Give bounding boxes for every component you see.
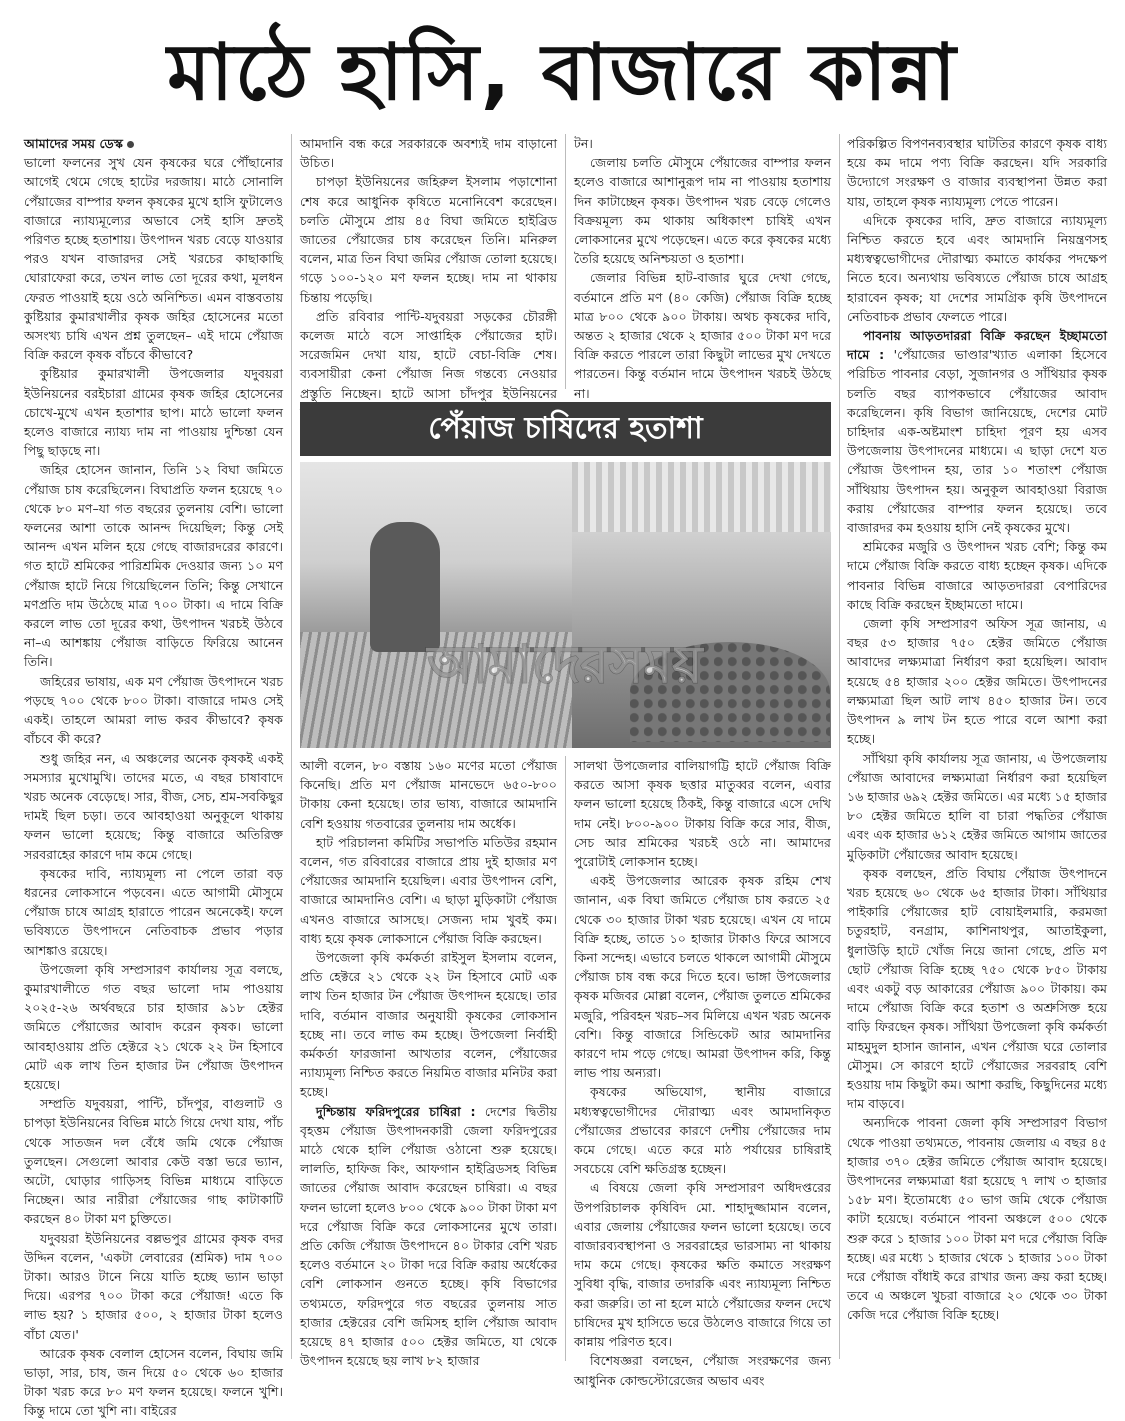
paragraph: উপজেলা কৃষি কর্মকর্তা রাইসুল ইসলাম বলেন, প্রতি হেক্টরে ২১ থেকে ২২ টন হিসাবে মোট এক লাখ তিন হাজার টন পেঁয়াজ উৎপাদন হয়েছে। তার দাবি, বর্তমান বাজার অনুযায়ী কৃষকের লোকসান হচ্ছে না। তবে লাভ কম হচ্ছে। উপজেলা নির্বাহী কর্মকর্তা ফারজানা আখতার বলেন, পেঁয়াজের ন্যায্যমূল্য নিশ্চিত করতে নিয়মিত বাজার মনিটর করা হচ্ছে।	[300, 950, 557, 1100]
subhead: পাবনায় আড়তদাররা বিক্রি করছেন ইচ্ছামতো দামে :	[847, 328, 1107, 363]
paragraph: সাঁথিয়া কৃষি কার্যালয় সূত্র জানায়, এ উপজেলায় পেঁয়াজ আবাদের লক্ষ্যমাত্রা নির্ধারণ করা হয়েছিল ১৬ হাজার ৬৯২ হেক্টর জমিতে। এর মধ্যে ১৫ হাজার ৮০ হেক্টর জমিতে হালি বা চারা পদ্ধতির পেঁয়াজ এবং এক হাজার ৬১২ হেক্টর জমিতে আগাম জাতের মুড়িকাটা পেঁয়াজের আবাদ হয়েছে।	[847, 750, 1107, 862]
subhead: দুশ্চিন্তায় ফরিদপুরের চাষিরা :	[316, 1103, 476, 1119]
paragraph: ভালো ফলনের সুখ যেন কৃষকের ঘরে পৌঁছানোর আগেই থেমে গেছে হাটের দরজায়। মাঠে সোনালি পেঁয়াজের বাম্পার ফলন কৃষকের মুখে হাসি ফুটালেও বাজারে ন্যায্যমূল্যের অভাবে সেই হাসি দ্রুতই পরিণত হচ্ছে হতাশায়। উৎপাদন খরচ বেড়ে যাওয়ার পরও যখন বাজারদর সেই খরচের কাছাকাছি ঘোরাফেরা করে, তখন লাভ তো দূরের কথা, মূলধন ফেরত পাওয়াই হয়ে ওঠে অনিশ্চিত। এমন বাস্তবতায় কুষ্টিয়ার কুমারখালীর কৃষক জহির হোসেনের মতো অসংখ্য চাষি এখন প্রশ্ন তুলছেন– এই দামে পেঁয়াজ বিক্রি করলে কৃষক বাঁচবে কীভাবে?	[24, 155, 283, 363]
byline	[24, 136, 134, 151]
paragraph: হাট পরিচালনা কমিটির সভাপতি মতিউর রহমান বলেন, গত রবিবারের বাজারে প্রায় দুই হাজার মণ পেঁয়াজের আমদানি হয়েছিল। এবার উৎপাদন বেশি, বাজারে আমদানিও বেশি। এ ছাড়া মুড়িকাটা পেঁয়াজ এখনও বাজারে আসছে। সেজন্য দাম খুবই কম। বাধ্য হয়ে কৃষক লোকসানে পেঁয়াজ বিক্রি করছেন।	[300, 834, 557, 946]
headline: মাঠে হাসি, বাজারে কান্না	[167, 28, 958, 118]
column-2-bottom	[300, 756, 557, 1369]
photo-farmer	[370, 522, 440, 652]
section-banner: পেঁয়াজ চাষিদের হতাশা	[300, 402, 831, 456]
paragraph: সালথা উপজেলার বালিয়াগট্টি হাটে পেঁয়াজ বিক্রি করতে আসা কৃষক ছত্তার মাতুব্বর বলেন, এবার ফলন ভালো হয়েছে ঠিকই, কিন্তু বাজারে এসে দেখি দাম নেই। ৮০০-৯০০ টাকায় বিক্রি করে সার, বীজ, সেচ আর শ্রমিকের খরচই ওঠে না। আমাদের পুরোটাই লোকসান হচ্ছে।	[574, 758, 831, 870]
paragraph: আরেক কৃষক বেলাল হোসেন বলেন, বিঘায় জমি ভাড়া, সার, চাষ, জন দিয়ে ৫০ থেকে ৬০ হাজার টাকা খরচ করে ৮০ মণ ফলন হয়েছে। ফলনে খুশি। কিন্তু দামে তো খুশি না। বাইরের	[24, 1345, 283, 1419]
paragraph: একই উপজেলার আরেক কৃষক রহিম শেখ জানান, এক বিঘা জমিতে পেঁয়াজ চাষ করতে ২৫ থেকে ৩০ হাজার টাকা খরচ হয়েছে। এখন যে দামে বিক্রি হচ্ছে, তাতে ১০ হাজার টাকাও ফিরে আসবে কিনা সন্দেহ। এভাবে চলতে থাকলে আগামী মৌসুমে পেঁয়াজ চাষ বন্ধ করে দিতে হবে। ভাঙ্গা উপজেলার কৃষক মজিবর মোল্লা বলেন, পেঁয়াজ তুলতে শ্রমিকের মজুরি, পরিবহন খরচ–সব মিলিয়ে এখন খরচ অনেক বেশি। কিন্তু বাজারে সিন্ডিকেট আর আমদানির কারণে দাম পড়ে গেছে। আমরা উৎপাদন করি, কিন্তু লাভ পায় অন্যরা।	[574, 873, 831, 1081]
paragraph: চাপড়া ইউনিয়নের জহিরুল ইসলাম পড়াশোনা শেষ করে আধুনিক কৃষিতে মনোনিবেশ করেছেন। চলতি মৌসুমে প্রায় ৪৫ বিঘা জমিতে হাইব্রিড জাতের পেঁয়াজের চাষ করেছেন তিনি। মনিরুল বলেন, মাত্র তিন বিঘা জমির পেঁয়াজ তোলা হয়েছে। গড়ে ১০০-১২০ মণ ফলন হচ্ছে। দাম না থাকায় চিন্তায় পড়েছি।	[300, 174, 557, 305]
paragraph: এদিকে কৃষকের দাবি, দ্রুত বাজারে ন্যায্যমূল্য নিশ্চিত করতে হবে এবং আমদানি নিয়ন্ত্রণসহ মধ্যস্বত্বভোগীদের দৌরাত্ম্য কমাতে কার্যকর পদক্ষেপ নিতে হবে। অন্যথায় ভবিষ্যতে পেঁয়াজ চাষে আগ্রহ হারাবেন কৃষক; যা দেশের সামগ্রিক কৃষি উৎপাদনে নেতিবাচক প্রভাব ফেলতে পারে।	[847, 212, 1107, 324]
paragraph: জেলা কৃষি সম্প্রসারণ অফিস সূত্র জানায়, এ বছর ৫৩ হাজার ৭৫০ হেক্টর জমিতে পেঁয়াজ আবাদের লক্ষ্যমাত্রা নির্ধারণ করা হয়েছিল। আবাদ হয়েছে ৫৪ হাজার ২০০ হেক্টর জমিতে। উৎপাদনের লক্ষ্যমাত্রা ছিল আট লাখ ৪৫০ হাজার টন। তবে উৎপাদন ৯ লাখ টন হতে পারে বলে আশা করা হচ্ছে।	[847, 616, 1107, 747]
column-divider	[839, 134, 840, 1359]
column-2-top	[300, 134, 557, 401]
paragraph: টন।	[574, 136, 593, 151]
paragraph: প্রতি রবিবার পান্টি-যদুবয়রা সড়কের চৌরঙ্গী কলেজ মাঠে বসে সাপ্তাহিক পেঁয়াজের হাট। সরেজমিন দেখা যায়, হাটে বেচা-বিক্রি শেষ। ব্যবসায়ীরা কেনা পেঁয়াজ নিজ গন্তব্যে নেওয়ার প্রস্তুতি নিচ্ছেন। হাটে আসা চাঁদপুর ইউনিয়নের	[300, 308, 557, 401]
paragraph: আমদানি বন্ধ করে সরকারকে অবশ্যই দাম বাড়ানো উচিত।	[300, 136, 557, 171]
paragraph: জেলার বিভিন্ন হাট-বাজার ঘুরে দেখা গেছে, বর্তমানে প্রতি মণ (৪০ কেজি) পেঁয়াজ বিক্রি হচ্ছে মাত্র ৮০০ থেকে ৯০০ টাকায়। অথচ কৃষকের দাবি, অন্তত ২ হাজার থেকে ২ হাজার ৫০০ টাকা মণ দরে বিক্রি করতে পারলে তারা কিছুটা লাভের মুখ দেখতে পারতেন। কিন্তু বর্তমান দামে উৎপাদন খরচই উঠছে না।	[574, 270, 831, 401]
paragraph: কৃষকের দাবি, ন্যায্যমূল্য না পেলে তারা বড় ধরনের লোকসানে পড়বেন। এতে আগামী মৌসুমে পেঁয়াজ চাষে আগ্রহ হারাতে পারেন অনেকেই। ফলে ভবিষ্যতে উৎপাদনে নেতিবাচক প্রভাব পড়ার আশঙ্কাও রয়েছে।	[24, 865, 283, 958]
paragraph: যদুবয়রা ইউনিয়নের বল্লভপুর গ্রামের কৃষক বদর উদ্দিন বলেন, 'একটা লেবারের (শ্রমিক) দাম ৭০০ টাকা। আরও টানে নিয়ে যাতি হচ্ছে ভ্যান ভাড়া দিয়ে। এরপর ৭০০ টাকা করে পেঁয়াজ! এতে কি লাভ হয়? ১ হাজার ৫০০, ২ হাজার টাকা হলেও বাঁচা যেত।'	[24, 1230, 283, 1342]
byline-paragraph	[24, 134, 283, 153]
news-photo	[300, 462, 831, 748]
byline-text: আমাদের সময় ডেস্ক	[24, 136, 123, 151]
column-1	[24, 134, 283, 1419]
paragraph: শুধু জহির নন, এ অঞ্চলের অনেক কৃষকই একই সমস্যার মুখোমুখি। তাদের মতে, এ বছর চাষাবাদে খরচ অনেক বেড়েছে। সার, বীজ, সেচ, শ্রম-সবকিছুর দামই ছিল চড়া। তবে আবহাওয়া অনুকূলে থাকায় ফলন ভালো হয়েছে; কিন্তু বাজারে অতিরিক্ত সরবরাহের কারণে দাম কমে গেছে।	[24, 750, 283, 862]
column-3-bottom	[574, 756, 831, 1388]
column-3-top	[574, 134, 831, 401]
paragraph: শ্রমিকের মজুরি ও উৎপাদন খরচ বেশি; কিন্তু কম দামে পেঁয়াজ বিক্রি করতে বাধ্য হচ্ছেন কৃষক। এদিকে পাবনার বিভিন্ন বাজারে আড়তদাররা বেপারিদের কাছে বিক্রি করছেন ইচ্ছামতো দামে।	[847, 539, 1107, 612]
paragraph: কৃষকের অভিযোগ, স্থানীয় বাজারে মধ্যস্বত্বভোগীদের দৌরাত্ম্য এবং আমদানিকৃত পেঁয়াজের প্রভাবের কারণে দেশীয় পেঁয়াজের দাম কমে গেছে। এতে করে মাঠ পর্যায়ের চাষিরাই সবচেয়ে বেশি ক্ষতিগ্রস্ত হচ্ছেন।	[574, 1084, 831, 1177]
paragraph: বিশেষজ্ঞরা বলছেন, পেঁয়াজ সংরক্ষণের জন্য আধুনিক কোল্ডস্টোরেজের অভাব এবং	[574, 1353, 831, 1388]
column-divider	[565, 756, 566, 1361]
paragraph: জেলায় চলতি মৌসুমে পেঁয়াজের বাম্পার ফলন হলেও বাজারে আশানুরূপ দাম না পাওয়ায় হতাশায় দিন কাটাচ্ছেন কৃষক। উৎপাদন খরচ বেড়ে গেলেও বিক্রয়মূল্য কম থাকায় অধিকাংশ চাষিই এখন লোকসানের মুখে পড়েছেন। এতে করে কৃষকের মধ্যে তৈরি হয়েছে অনিশ্চয়তা ও হতাশা।	[574, 155, 831, 267]
subhead-paragraph	[847, 326, 1107, 537]
paragraph: কুষ্টিয়ার কুমারখালী উপজেলার যদুবয়রা ইউনিয়নের বরইচারা গ্রামের কৃষক জহির হোসেনের চোখে-মুখে এখন হতাশার ছাপ। মাঠে ভালো ফলন হলেও বাজারে ন্যায্য দাম না পাওয়ায় দুশ্চিন্তা যেন পিছু ছাড়ছে না।	[24, 366, 283, 459]
column-4	[847, 134, 1107, 1366]
column-divider	[565, 134, 566, 389]
paragraph: কৃষক বলছেন, প্রতি বিঘায় পেঁয়াজ উৎপাদনে খরচ হয়েছে ৬০ থেকে ৬৫ হাজার টাকা। সাঁথিয়ার পাইকারি পেঁয়াজের হাট বোয়াইলমারি, করমজা চতুরহাট, বনগ্রাম, কাশিনাথপুর, আতাইকুলা, ধুলাউড়ি হাটে খোঁজ নিয়ে জানা গেছে, প্রতি মণ ছোট পেঁয়াজ বিক্রি হচ্ছে ৭৫০ থেকে ৮৫০ টাকায় এবং একটু বড় আকারের পেঁয়াজ ৯০০ টাকায়। কম দামে পেঁয়াজ বিক্রি করে হতাশ ও অশ্রুসিক্ত হয়ে বাড়ি ফিরছেন কৃষক। সাঁথিয়া উপজেলা কৃষি কর্মকর্তা মাহমুদুল হাসান জানান, এখন পেঁয়াজ ঘরে তোলার মৌসুম। সে কারণে হাটে পেঁয়াজের সরবরাহ বেশি হওয়ায় দাম কিছুটা কম। আশা করছি, কিছুদিনের মধ্যে দাম বাড়বে।	[847, 865, 1107, 1112]
paragraph: সম্প্রতি যদুবয়রা, পান্টি, চাঁদপুর, বাগুলাট ও চাপড়া ইউনিয়নের বিভিন্ন মাঠে গিয়ে দেখা যায়, পাঁচ থেকে সাতজন দল বেঁধে জমি থেকে পেঁয়াজ তুলছেন। সেগুলো আবার কেউ বস্তা ভরে ভ্যান, অটো, ঘোড়ার গাড়িসহ বিভিন্ন মাধ্যমে বাড়িতে নিচ্ছেন। আর নারীরা পেঁয়াজের গাছ কাটাকাটি করছেন ৪০ টাকা মণ চুক্তিতে।	[24, 1096, 283, 1227]
paragraph: উপজেলা কৃষি সম্প্রসারণ কার্যালয় সূত্র বলছে, কুমারখালীতে গত বছর ভালো দাম পাওয়ায় ২০২৫-২৬ অর্থবছরে চার হাজার ৯১৮ হেক্টর জমিতে পেঁয়াজের আবাদ করেন কৃষক। ভালো আবহাওয়ায় প্রতি হেক্টরে ২১ থেকে ২২ টন হিসাবে মোট এক লাখ তিন হাজার টন পেঁয়াজ উৎপাদন হয়েছে।	[24, 961, 283, 1092]
paragraph: অন্যদিকে পাবনা জেলা কৃষি সম্প্রসারণ বিভাগ থেকে পাওয়া তথ্যমতে, পাবনায় জেলায় এ বছর ৪৫ হাজার ৩৭০ হেক্টর জমিতে পেঁয়াজ আবাদ হয়েছে। উৎপাদনের লক্ষ্যমাত্রা ধরা হয়েছে ৭ লাখ ৩ হাজার ১৫৮ মণ। ইতোমধ্যে ৫০ ভাগ জমি থেকে পেঁয়াজ কাটা হয়েছে। বর্তমানে পাবনা অঞ্চলে ৫০০ থেকে শুরু করে ১ হাজার ১০০ টাকা মণ দরে পেঁয়াজ বিক্রি হচ্ছে। এর মধ্যে ১ হাজার থেকে ১ হাজার ১০০ টাকা দরে পেঁয়াজ বাঁধাই করে রাখার জন্য ক্রয় করা হচ্ছে। তবে এ অঞ্চলে খুচরা বাজারে ২০ থেকে ৩০ টাকা কেজি দরে পেঁয়াজ বিক্রি হচ্ছে।	[847, 1115, 1107, 1323]
paragraph: জহিরের ভাষায়, এক মণ পেঁয়াজ উৎপাদনে খরচ পড়ছে ৭০০ থেকে ৮০০ টাকা। বাজারে দামও সেই একই। তাহলে আমরা লাভ করব কীভাবে? কৃষক বাঁচবে কী করে?	[24, 673, 283, 747]
paragraph: এ বিষয়ে জেলা কৃষি সম্প্রসারণ অধিদপ্তরের উপপরিচালক কৃষিবিদ মো. শাহাদুজ্জামান বলেন, এবার জেলায় পেঁয়াজের ফলন ভালো হয়েছে। তবে বাজারব্যবস্থাপনা ও সরবরাহের ভারসাম্য না থাকায় দাম কমে গেছে। কৃষকের ক্ষতি কমাতে সংরক্ষণ সুবিধা বৃদ্ধি, বাজার তদারকি এবং ন্যায্যমূল্য নিশ্চিত করা জরুরি। তা না হলে মাঠে পেঁয়াজের ফলন দেখে চাষিদের মুখ হাসিতে ভরে উঠলেও বাজারে গিয়ে তা কান্নায় পরিণত হবে।	[574, 1180, 831, 1350]
paragraph: জহির হোসেন জানান, তিনি ১২ বিঘা জমিতে পেঁয়াজ চাষ করেছিলেন। বিঘাপ্রতি ফলন হয়েছে ৭০ থেকে ৮০ মণ–যা গত বছরের তুলনায় বেশি। ভালো ফলনের আশা তাকে আনন্দ দিয়েছিল; কিন্তু সেই আনন্দ এখন মলিন হয়ে গেছে বাজারদরের কারণে। গত হাটে শ্রমিকের পারিশ্রমিক দেওয়ার জন্য ১০ মণ পেঁয়াজ হাটে নিয়ে গিয়েছিলেন তিনি; কিন্তু সেখানে মণপ্রতি দাম উঠেছে মাত্র ৭০০ টাকা। এ দামে বিক্রি করলে লাভ তো দূরের কথা, উৎপাদন খরচই উঠবে না–এ আশঙ্কায় পেঁয়াজ বাড়িতে ফিরিয়ে আনেন তিনি।	[24, 462, 283, 670]
column-divider	[291, 134, 292, 1359]
subhead-paragraph	[300, 1102, 557, 1371]
paragraph: পরিকল্পিত বিপণনব্যবস্থার ঘাটতির কারণে কৃষক বাধ্য হয়ে কম দামে পণ্য বিক্রি করছেন। যদি সরকারি উদ্যোগে সংরক্ষণ ও বাজার ব্যবস্থাপনা উন্নত করা যায়, তাহলে কৃষক ন্যায্যমূল্য পেতে পারেন।	[847, 136, 1107, 209]
bullet-icon	[127, 141, 134, 148]
watermark-logo: আমাদেরসময়	[427, 635, 703, 695]
photo-market-roof	[572, 462, 831, 532]
subhead-text: দেশের দ্বিতীয় বৃহত্তম পেঁয়াজ উৎপাদনকারী জেলা ফরিদপুরের মাঠে থেকে হালি পেঁয়াজ ওঠানো শুরু হয়েছে। লালতি, হাফিজ কিং, আফগান হাইব্রিডসহ বিভিন্ন জাতের পেঁয়াজ আবাদ করেছেন চাষিরা। এ বছর ফলন ভালো হলেও ৮০০ থেকে ৯০০ টাকা টাকা মণ দরে পেঁয়াজ বিক্রি করে লোকসানের মুখে তারা। প্রতি কেজি পেঁয়াজ উৎপাদনে ৪০ টাকার বেশি খরচ হলেও বর্তমানে ২০ টাকা দরে বিক্রি করায় অর্ধেকের বেশি লোকসান গুনতে হচ্ছে। কৃষি বিভাগের তথ্যমতে, ফরিদপুরে গত বছরের তুলনায় সাত হাজার হেক্টরের বেশি জমিসহ হালি পেঁয়াজ আবাদ হয়েছে ৪৭ হাজার ৫০০ হেক্টর জমিতে, যা থেকে উৎপাদন হয়েছে ছয় লাখ ৮২ হাজার	[300, 1103, 557, 1369]
paragraph: আলী বলেন, ৮০ বস্তায় ১৬০ মণের মতো পেঁয়াজ কিনেছি। প্রতি মণ পেঁয়াজ মানভেদে ৬৫০-৮০০ টাকায় কেনা হয়েছে। তার ভাষ্য, বাজারে আমদানি বেশি হওয়ায় গতবারের তুলনায় দাম অর্ধেক।	[300, 758, 557, 831]
subhead-text: 'পেঁয়াজের ভাণ্ডার'খ্যাত এলাকা হিসেবে পরিচিত পাবনার বেড়া, সুজানগর ও সাঁথিয়ার কৃষক চলতি বছর ব্যাপকভাবে পেঁয়াজের আবাদ করেছিলেন। কৃষি বিভাগ জানিয়েছে, দেশের মোট চাহিদার এক-অষ্টমাংশ চাহিদা পূরণ হয় এসব উপজেলায় উৎপাদনের মাধ্যমে। এ ছাড়া দেশে যত পেঁয়াজ উৎপাদন হয়, তার ১০ শতাংশ পেঁয়াজ সাঁথিয়ায় উৎপাদন হয়। অনুকূল আবহাওয়া বিরাজ করায় পেঁয়াজের বাম্পার ফলন হয়েছে। তবে বাজারদর কম হওয়ায় হাসি নেই কৃষকের মুখে।	[847, 347, 1107, 536]
